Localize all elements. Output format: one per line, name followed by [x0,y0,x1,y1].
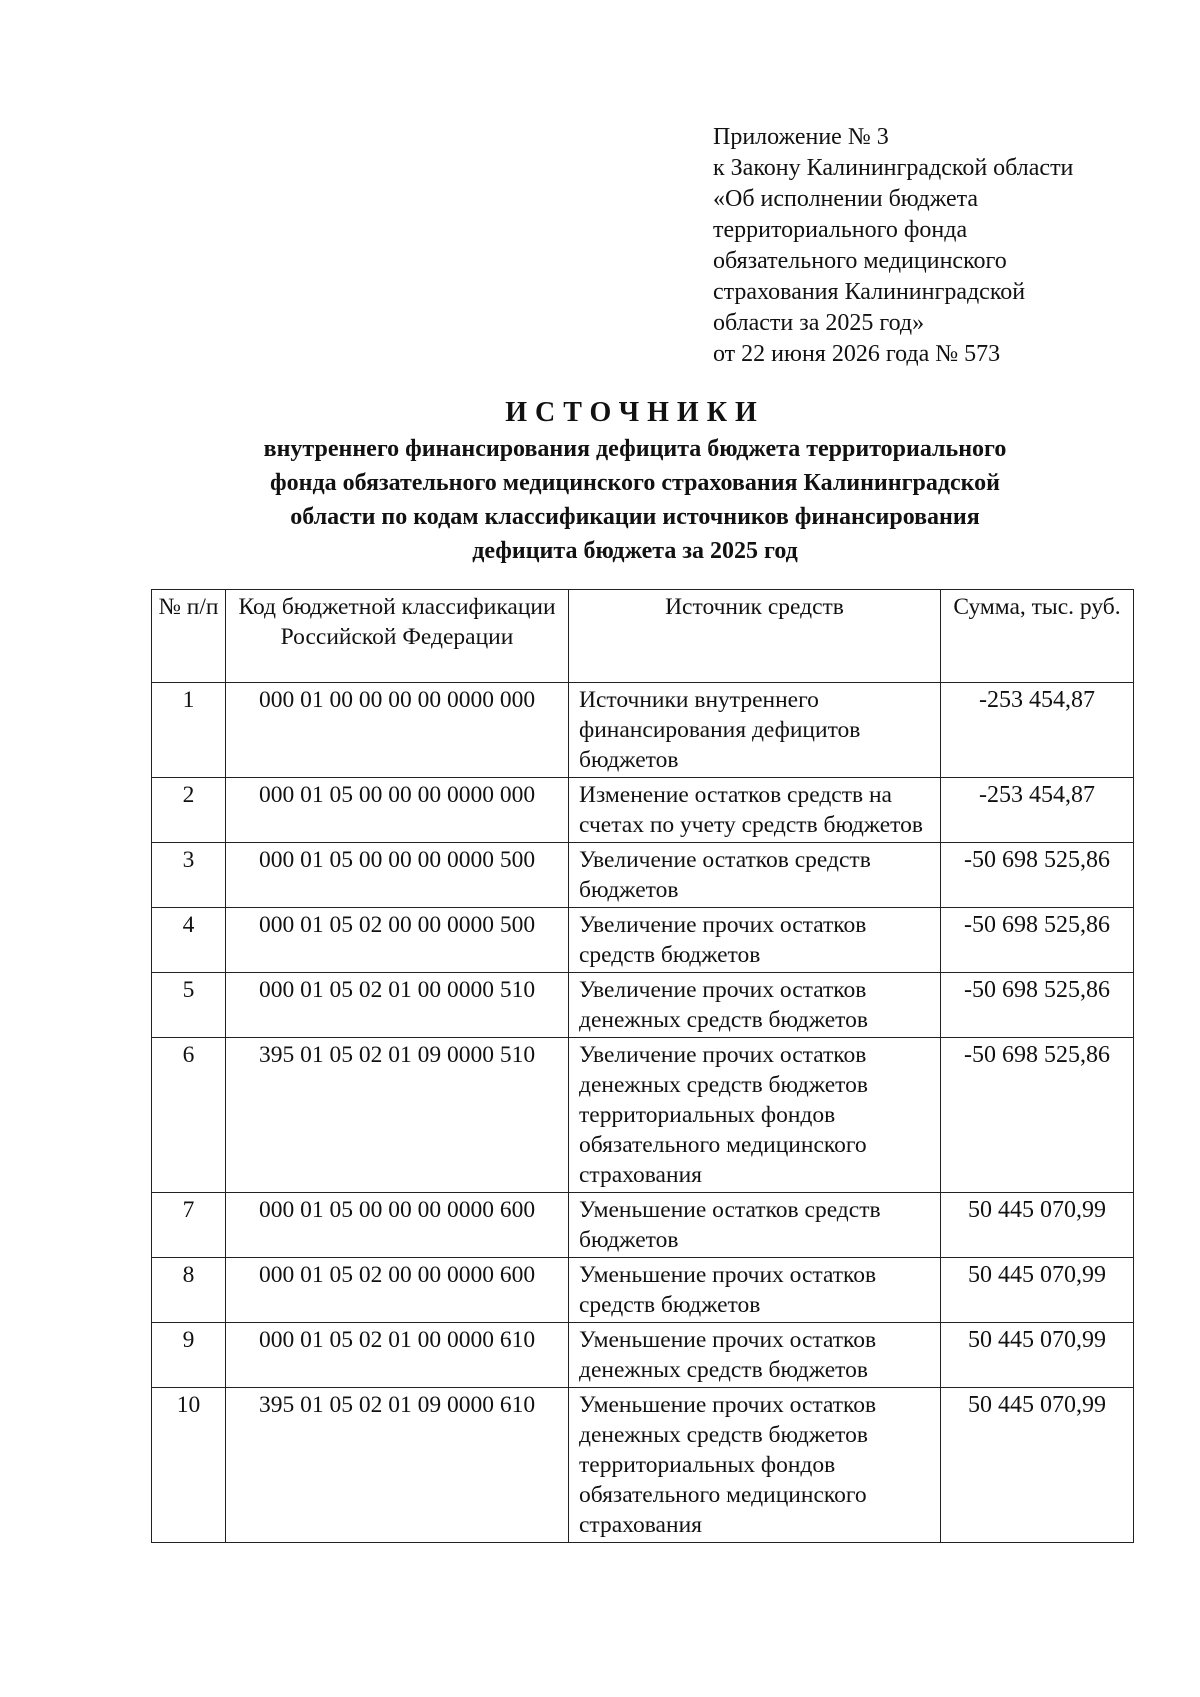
row-code: 000 01 05 00 00 00 0000 500 [226,843,569,908]
row-num: 7 [152,1193,226,1258]
row-num: 2 [152,778,226,843]
table-row [152,843,1134,908]
row-num: 9 [152,1323,226,1388]
row-code: 000 01 05 02 00 00 0000 500 [226,908,569,973]
row-sum: 50 445 070,99 [941,1388,1134,1543]
table-row [152,683,1134,778]
row-code: 000 01 05 02 01 00 0000 610 [226,1323,569,1388]
header-num: № п/п [152,590,226,683]
appendix-line: территориального фонда [713,217,968,243]
appendix-line: Приложение № 3 [713,124,889,150]
row-sum: -50 698 525,86 [941,973,1134,1038]
row-sum: -50 698 525,86 [941,843,1134,908]
row-code: 000 01 05 02 01 00 0000 510 [226,973,569,1038]
row-code: 000 01 05 00 00 00 0000 000 [226,778,569,843]
row-source: Увеличение остатков средств бюджетов [569,843,941,908]
row-source: Увеличение прочих остатков денежных средств бюджетов территориальных фондов обязательного медицинского страхования [569,1038,941,1193]
row-num: 8 [152,1258,226,1323]
title-line: внутреннего финансирования дефицита бюджета территориального [263,436,1007,462]
sources-table [151,589,1134,1543]
appendix-reference [713,122,1143,370]
row-sum: 50 445 070,99 [941,1323,1134,1388]
table-header-row [152,590,1134,683]
row-num: 6 [152,1038,226,1193]
header-source: Источник средств [569,590,941,683]
table-row [152,1323,1134,1388]
appendix-line: к Закону Калининградской области [713,155,1074,181]
row-sum: -50 698 525,86 [941,1038,1134,1193]
row-num: 5 [152,973,226,1038]
appendix-line: области за 2025 год» [713,310,925,336]
table-row [152,1038,1134,1193]
row-source: Увеличение прочих остатков средств бюджетов [569,908,941,973]
row-source: Увеличение прочих остатков денежных средств бюджетов [569,973,941,1038]
row-code: 395 01 05 02 01 09 0000 510 [226,1038,569,1193]
row-source: Уменьшение остатков средств бюджетов [569,1193,941,1258]
row-sum: 50 445 070,99 [941,1193,1134,1258]
row-source: Уменьшение прочих остатков денежных средств бюджетов [569,1323,941,1388]
row-code: 000 01 00 00 00 00 0000 000 [226,683,569,778]
header-sum: Сумма, тыс. руб. [941,590,1134,683]
row-sum: -50 698 525,86 [941,908,1134,973]
header-code: Код бюджетной классификации Российской Федерации [226,590,569,683]
table-row [152,1388,1134,1543]
title-line: дефицита бюджета за 2025 год [472,538,798,564]
table-row [152,1258,1134,1323]
row-num: 3 [152,843,226,908]
row-num: 1 [152,683,226,778]
table-row [152,778,1134,843]
appendix-line: страхования Калининградской [713,279,1026,305]
title-main: ИСТОЧНИКИ [505,397,765,428]
row-code: 000 01 05 02 00 00 0000 600 [226,1258,569,1323]
appendix-line: «Об исполнении бюджета [713,186,979,212]
table-row [152,973,1134,1038]
row-source: Изменение остатков средств на счетах по учету средств бюджетов [569,778,941,843]
row-source: Уменьшение прочих остатков денежных средств бюджетов территориальных фондов обязательного медицинского страхования [569,1388,941,1543]
title-line: области по кодам классификации источников финансирования [290,504,980,530]
appendix-line: обязательного медицинского [713,248,1007,274]
row-source: Источники внутреннего финансирования дефицитов бюджетов [569,683,941,778]
document-title [150,396,1120,568]
title-line: фонда обязательного медицинского страхования Калининградской [270,470,1000,496]
row-sum: 50 445 070,99 [941,1258,1134,1323]
table-row [152,1193,1134,1258]
row-sum: -253 454,87 [941,683,1134,778]
row-code: 000 01 05 00 00 00 0000 600 [226,1193,569,1258]
row-num: 10 [152,1388,226,1543]
appendix-line: от 22 июня 2026 года № 573 [713,341,1001,367]
row-code: 395 01 05 02 01 09 0000 610 [226,1388,569,1543]
row-sum: -253 454,87 [941,778,1134,843]
row-num: 4 [152,908,226,973]
row-source: Уменьшение прочих остатков средств бюджетов [569,1258,941,1323]
table-row [152,908,1134,973]
